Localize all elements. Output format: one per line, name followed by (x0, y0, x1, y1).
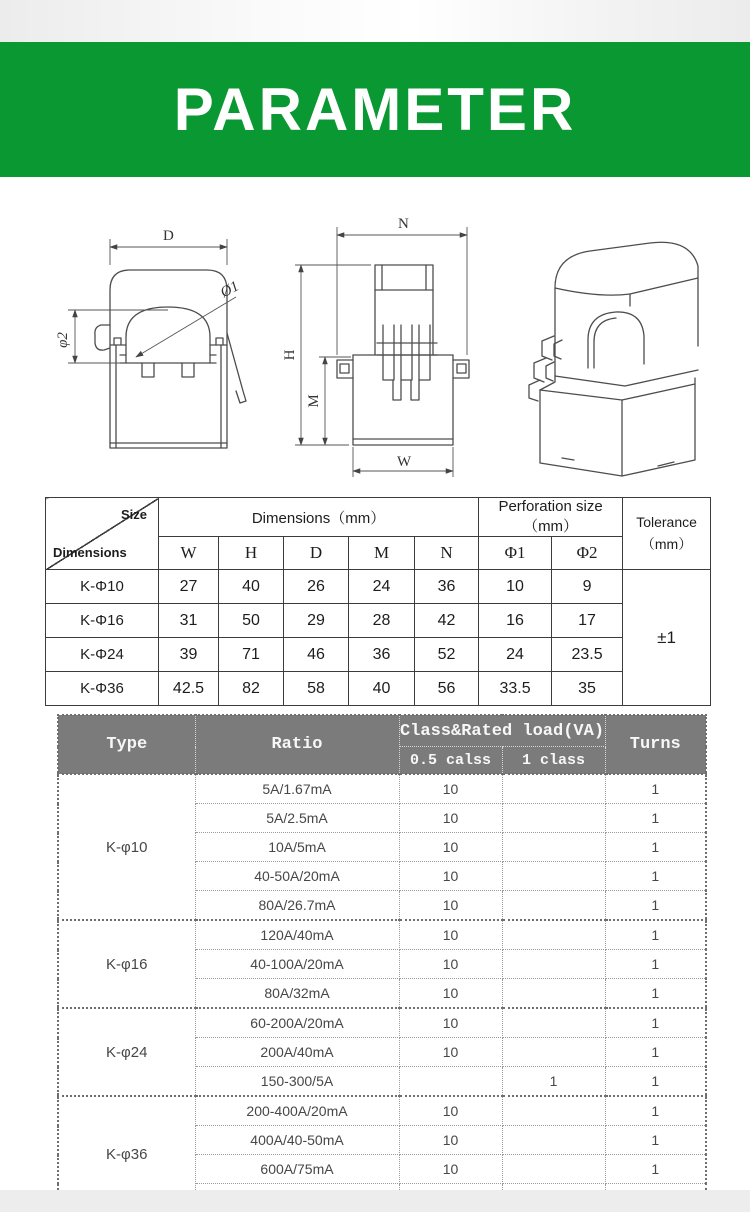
turns-cell: 1 (605, 920, 706, 950)
class05-cell: 10 (399, 979, 502, 1009)
tolerance-header-line2: （mm） (640, 535, 693, 552)
turns-cell: 1 (605, 950, 706, 979)
dim-label-n: N (398, 216, 409, 232)
dim-cell: 29 (284, 604, 349, 638)
class1-cell (502, 1155, 605, 1184)
class1-cell (502, 833, 605, 862)
table-row (58, 1096, 706, 1126)
dim-cell: 42.5 (159, 672, 219, 706)
size-label: K-Φ24 (46, 638, 159, 672)
turns-cell: 1 (605, 1155, 706, 1184)
dim-label-h: H (282, 349, 298, 361)
parameter-banner (0, 42, 750, 177)
col-header-h: H (219, 537, 284, 570)
class1-cell (502, 1038, 605, 1067)
bottom-strip (0, 1190, 750, 1212)
dim-cell: 71 (219, 638, 284, 672)
turns-cell: 1 (605, 1008, 706, 1038)
class05-cell: 10 (399, 1096, 502, 1126)
class05-cell: 10 (399, 1038, 502, 1067)
col-header-n: N (415, 537, 479, 570)
dim-label-w: W (397, 454, 412, 470)
class1-cell (502, 891, 605, 921)
dim-label-phi1: Ø1 (218, 278, 242, 302)
col-header-phi2: Φ2 (552, 537, 623, 570)
tolerance-header (623, 498, 711, 570)
turns-cell: 1 (605, 1096, 706, 1126)
dim-cell: 58 (284, 672, 349, 706)
side-view-drawing (282, 205, 530, 485)
table-row (58, 1008, 706, 1038)
class05-cell: 10 (399, 862, 502, 891)
class05-cell: 10 (399, 804, 502, 833)
col-header-phi1: Φ1 (479, 537, 552, 570)
class1-cell (502, 1126, 605, 1155)
ratio-cell: 150-300/5A (195, 1067, 399, 1097)
ratio-cell: 80A/26.7mA (195, 891, 399, 921)
table-row (46, 604, 711, 638)
header-class-rated-load: Class&Rated load(VA) (399, 715, 605, 747)
ratio-cell: 200A/40mA (195, 1038, 399, 1067)
type-label: K-φ24 (58, 1008, 195, 1096)
class1-cell (502, 1096, 605, 1126)
dim-cell: 9 (552, 570, 623, 604)
turns-cell: 1 (605, 1126, 706, 1155)
type-label: K-φ10 (58, 774, 195, 920)
dim-cell: 46 (284, 638, 349, 672)
ratio-cell: 60-200A/20mA (195, 1008, 399, 1038)
ratio-cell: 5A/1.67mA (195, 774, 399, 804)
dimensions-table (45, 497, 711, 706)
table-row (46, 638, 711, 672)
class1-cell (502, 950, 605, 979)
dim-label-m: M (306, 394, 322, 408)
dim-label-phi2: φ2 (55, 332, 71, 348)
dim-cell: 52 (415, 638, 479, 672)
header-type: Type (58, 715, 195, 774)
turns-cell: 1 (605, 891, 706, 921)
class05-cell: 10 (399, 1126, 502, 1155)
class1-cell (502, 979, 605, 1009)
class05-cell: 10 (399, 833, 502, 862)
class1-cell (502, 862, 605, 891)
turns-cell: 1 (605, 1067, 706, 1097)
dim-cell: 10 (479, 570, 552, 604)
corner-size-label: Size (120, 507, 147, 522)
perspective-view-drawing (510, 228, 750, 473)
ratio-cell: 120A/40mA (195, 920, 399, 950)
table-row (46, 672, 711, 706)
turns-cell: 1 (605, 1038, 706, 1067)
perforation-group-header: Perforation size（mm） (479, 498, 623, 537)
dim-cell: 24 (479, 638, 552, 672)
class1-cell: 1 (502, 1067, 605, 1097)
ratio-cell: 40-100A/20mA (195, 950, 399, 979)
dim-label-d: D (163, 228, 174, 244)
tolerance-header-line1: Tolerance (636, 513, 697, 530)
col-header-w: W (159, 537, 219, 570)
front-view-drawing (50, 225, 285, 465)
size-label: K-Φ10 (46, 570, 159, 604)
dim-cell: 36 (415, 570, 479, 604)
table-row (46, 570, 711, 604)
class05-cell: 10 (399, 774, 502, 804)
perspective-outline (529, 242, 698, 476)
class05-cell: 10 (399, 1008, 502, 1038)
class05-cell: 10 (399, 1155, 502, 1184)
turns-cell: 1 (605, 833, 706, 862)
header-class-1: 1 class (502, 747, 605, 775)
class05-cell: 10 (399, 891, 502, 921)
ratio-cell: 600A/75mA (195, 1155, 399, 1184)
corner-dimensions-label: Dimensions (53, 545, 127, 560)
header-class-05: 0.5 calss (399, 747, 502, 775)
dim-cell: 17 (552, 604, 623, 638)
front-view-dimensions (55, 228, 242, 363)
table-row (58, 774, 706, 804)
dim-cell: 40 (349, 672, 415, 706)
col-header-m: M (349, 537, 415, 570)
turns-cell: 1 (605, 862, 706, 891)
header-ratio: Ratio (195, 715, 399, 774)
turns-cell: 1 (605, 804, 706, 833)
col-header-d: D (284, 537, 349, 570)
turns-cell: 1 (605, 979, 706, 1009)
dim-cell: 42 (415, 604, 479, 638)
size-label: K-Φ36 (46, 672, 159, 706)
dim-cell: 27 (159, 570, 219, 604)
dim-cell: 31 (159, 604, 219, 638)
class05-cell: 10 (399, 920, 502, 950)
dim-cell: 35 (552, 672, 623, 706)
dim-cell: 28 (349, 604, 415, 638)
dim-cell: 16 (479, 604, 552, 638)
turns-cell: 1 (605, 774, 706, 804)
dim-cell: 39 (159, 638, 219, 672)
dim-cell: 40 (219, 570, 284, 604)
header-turns: Turns (605, 715, 706, 774)
dim-cell: 33.5 (479, 672, 552, 706)
dim-cell: 23.5 (552, 638, 623, 672)
side-view-outline (337, 265, 469, 445)
table-row (58, 920, 706, 950)
dim-cell: 56 (415, 672, 479, 706)
page-title: PARAMETER (173, 76, 577, 143)
class05-cell (399, 1067, 502, 1097)
ratio-cell: 5A/2.5mA (195, 804, 399, 833)
dim-cell: 26 (284, 570, 349, 604)
size-label: K-Φ16 (46, 604, 159, 638)
dim-cell: 36 (349, 638, 415, 672)
dim-cell: 50 (219, 604, 284, 638)
class1-cell (502, 920, 605, 950)
class05-cell: 10 (399, 950, 502, 979)
type-label: K-φ36 (58, 1096, 195, 1212)
class1-cell (502, 804, 605, 833)
corner-header-cell (46, 498, 159, 570)
class1-cell (502, 1008, 605, 1038)
ratio-table (57, 714, 707, 1212)
ratio-cell: 40-50A/20mA (195, 862, 399, 891)
dimensions-group-header: Dimensions（mm） (159, 498, 479, 537)
ratio-cell: 80A/32mA (195, 979, 399, 1009)
class1-cell (502, 774, 605, 804)
ratio-cell: 200-400A/20mA (195, 1096, 399, 1126)
dim-cell: 24 (349, 570, 415, 604)
dim-cell: 82 (219, 672, 284, 706)
ratio-cell: 400A/40-50mA (195, 1126, 399, 1155)
type-label: K-φ16 (58, 920, 195, 1008)
tolerance-value: ±1 (623, 570, 711, 706)
top-strip (0, 0, 750, 42)
ratio-cell: 10A/5mA (195, 833, 399, 862)
